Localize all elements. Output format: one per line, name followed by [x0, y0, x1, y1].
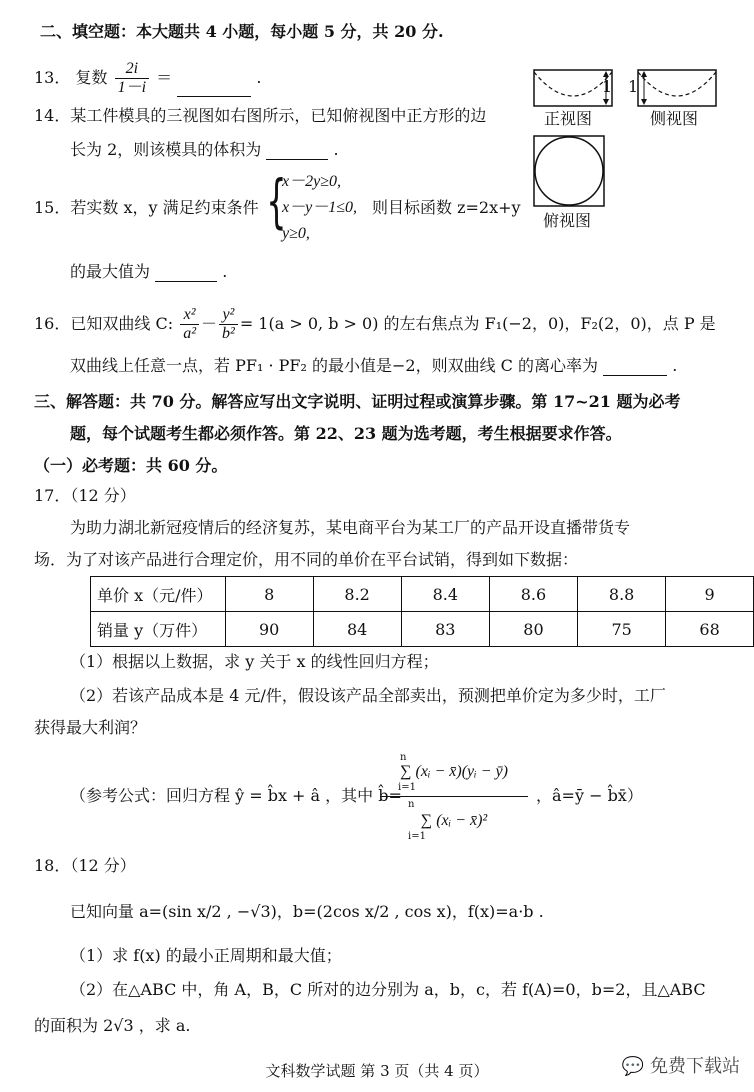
q16-frac-x-num: x² — [180, 306, 199, 325]
sales-cell: 84 — [313, 612, 401, 647]
q13-num: 13． — [34, 68, 71, 87]
q17-para2: 场．为了对该产品进行合理定价，用不同的单价在平台试销，得到如下数据： — [34, 550, 579, 569]
q16-minus: － — [201, 314, 218, 333]
side-view-label: 侧视图 — [650, 109, 699, 128]
q14-line1 — [34, 106, 486, 126]
sum-lower-den: i=1 — [408, 831, 426, 842]
q16-text2: 双曲线上任意一点，若 PF₁ · PF₂ 的最小值是−2，则双曲线 C 的离心率为 — [70, 356, 598, 375]
q16-num: 16． — [34, 314, 71, 333]
side-view-rect — [638, 70, 716, 106]
price-cell: 8.6 — [489, 577, 577, 612]
q14-num: 14． — [34, 106, 71, 125]
q16-rest: = 1(a > 0, b > 0) 的左右焦点为 F₁(−2，0)，F₂(2，0)，点 P 是 — [239, 314, 716, 333]
q13-denominator: 1－i — [117, 79, 147, 96]
sales-cell: 90 — [225, 612, 313, 647]
q17-ref-tail: ，â=ȳ − b̂x̄） — [536, 786, 643, 805]
q17-ref-numerator: ∑ (xᵢ − x̄)(yᵢ − ȳ) — [400, 763, 508, 780]
q16-end: . — [672, 356, 678, 375]
q17-ref-lead: （参考公式：回归方程 ŷ = b̂x + â ，其中 b̂= — [70, 786, 402, 805]
q18-head: 18．（12 分） — [34, 856, 136, 875]
q14-text2: 长为 2，则该模具的体积为 — [70, 140, 262, 159]
q18-sub1: （1）求 f(x) 的最小正周期和最大值； — [70, 946, 342, 965]
q14-answer-blank[interactable] — [266, 143, 328, 160]
q16-frac-y — [219, 306, 238, 343]
section3-line1: 三、解答题：共 70 分。解答应写出文字说明、证明过程或演算步骤。第 17~21 题为必考 — [34, 392, 681, 411]
q13-equals: ＝ — [156, 68, 173, 87]
table-row-label-sales: 销量 y（万件） — [91, 612, 226, 647]
q14-line2 — [70, 140, 339, 160]
q13-numerator: 2i — [115, 60, 149, 79]
chat-bubble-icon: 💬 — [621, 1056, 645, 1077]
sum-upper-den: n — [408, 799, 415, 810]
sales-cell: 80 — [489, 612, 577, 647]
q16-frac-y-den: b² — [222, 325, 235, 342]
q15-target: 则目标函数 z=2x+y — [372, 198, 521, 217]
q18-sub2b: 的面积为 2√3 ，求 a. — [34, 1016, 191, 1035]
section2-heading: 二、填空题：本大题共 4 小题，每小题 5 分，共 20 分. — [40, 22, 444, 41]
price-cell: 9 — [666, 577, 754, 612]
fraction-bar — [380, 796, 528, 797]
q17-sub1: （1）根据以上数据，求 y 关于 x 的线性回归方程； — [70, 652, 439, 671]
q15-constraint-1: x－2y≥0, — [282, 173, 341, 190]
side-dim-arrow-down — [641, 99, 647, 105]
q17-para1: 为助力湖北新冠疫情后的经济复苏，某电商平台为某工厂的产品开设直播带货专 — [70, 518, 631, 537]
q16-frac-x — [180, 306, 199, 343]
side-dim-arrow-up — [641, 71, 647, 77]
q13-fraction — [115, 60, 149, 97]
q15-line2 — [70, 262, 227, 282]
q17-ref-denominator: ∑ (xᵢ − x̄)² — [420, 812, 488, 829]
section3-line2: 题，每个试题考生都必须作答。第 22、23 题为选考题，考生根据要求作答。 — [70, 424, 622, 443]
q15-text2: 的最大值为 — [70, 262, 151, 281]
q15-lead — [34, 198, 259, 218]
sales-cell: 75 — [578, 612, 666, 647]
sum-lower: i=1 — [398, 782, 416, 793]
sales-cell: 68 — [666, 612, 754, 647]
q18-sub2a: （2）在△ABC 中，角 A，B，C 所对的边分别为 a，b，c，若 f(A)=0，b=2，且△ABC — [70, 980, 706, 999]
q18-given: 已知向量 a=(sin x/2 , −√3)，b=(2cos x/2 , cos x)，f(x)=a·b . — [70, 902, 544, 921]
front-dim-arrow-down — [603, 99, 609, 105]
side-dim-label: 1 — [628, 77, 639, 96]
watermark-text: 免费下载站 — [650, 1056, 740, 1077]
top-view-label: 俯视图 — [543, 211, 592, 230]
q13-text: 复数 — [75, 68, 108, 87]
q16-answer-blank[interactable] — [603, 359, 667, 376]
q15-constraint-2: x－y－1≤0, — [282, 199, 357, 216]
q16-line1 — [34, 306, 716, 343]
front-view-dashed-arc — [534, 72, 612, 96]
table-row-price — [91, 577, 754, 612]
price-cell: 8.8 — [578, 577, 666, 612]
q14-text1: 某工件模具的三视图如右图所示，已知俯视图中正方形的边 — [70, 106, 487, 125]
q15-lead-text: 若实数 x，y 满足约束条件 — [70, 198, 259, 217]
q17-sub2b: 获得最大利润？ — [34, 718, 147, 737]
side-view-dashed-arc — [638, 72, 716, 96]
q16-frac-x-den: a² — [183, 325, 196, 342]
table-row-sales — [91, 612, 754, 647]
watermark — [622, 1052, 740, 1078]
front-view-label: 正视图 — [544, 109, 593, 128]
front-dim-label: 1 — [602, 77, 613, 96]
table-row-label-price: 单价 x（元/件） — [91, 577, 226, 612]
sum-upper: n — [400, 752, 407, 763]
sales-cell: 83 — [401, 612, 489, 647]
q15-end: . — [222, 262, 228, 281]
q16-lead: 已知双曲线 C: — [70, 314, 174, 333]
q16-frac-y-num: y² — [219, 306, 238, 325]
q15-constraint-3: y≥0, — [282, 225, 310, 242]
price-cell: 8.4 — [401, 577, 489, 612]
q13-end: . — [256, 68, 262, 87]
front-view-rect — [534, 70, 612, 106]
q13 — [34, 60, 261, 97]
q13-answer-blank[interactable] — [177, 80, 251, 97]
q16-line2 — [70, 356, 677, 376]
price-cell: 8.2 — [313, 577, 401, 612]
price-cell: 8 — [225, 577, 313, 612]
page-footer: 文科数学试题 第 3 页（共 4 页） — [265, 1062, 489, 1080]
q14-end: . — [333, 140, 339, 159]
section3-part1: （一）必考题：共 60 分。 — [34, 456, 228, 475]
q17-head: 17．（12 分） — [34, 486, 136, 505]
q15-brace: { — [266, 167, 287, 235]
q17-ref-fraction — [380, 752, 528, 843]
q15-answer-blank[interactable] — [155, 265, 217, 282]
q17-sub2a: （2）若该产品成本是 4 元/件，假设该产品全部卖出，预测把单价定为多少时，工厂 — [70, 686, 666, 705]
top-view-circle — [535, 137, 603, 205]
q15-num: 15． — [34, 198, 71, 217]
price-sales-table — [90, 576, 754, 647]
